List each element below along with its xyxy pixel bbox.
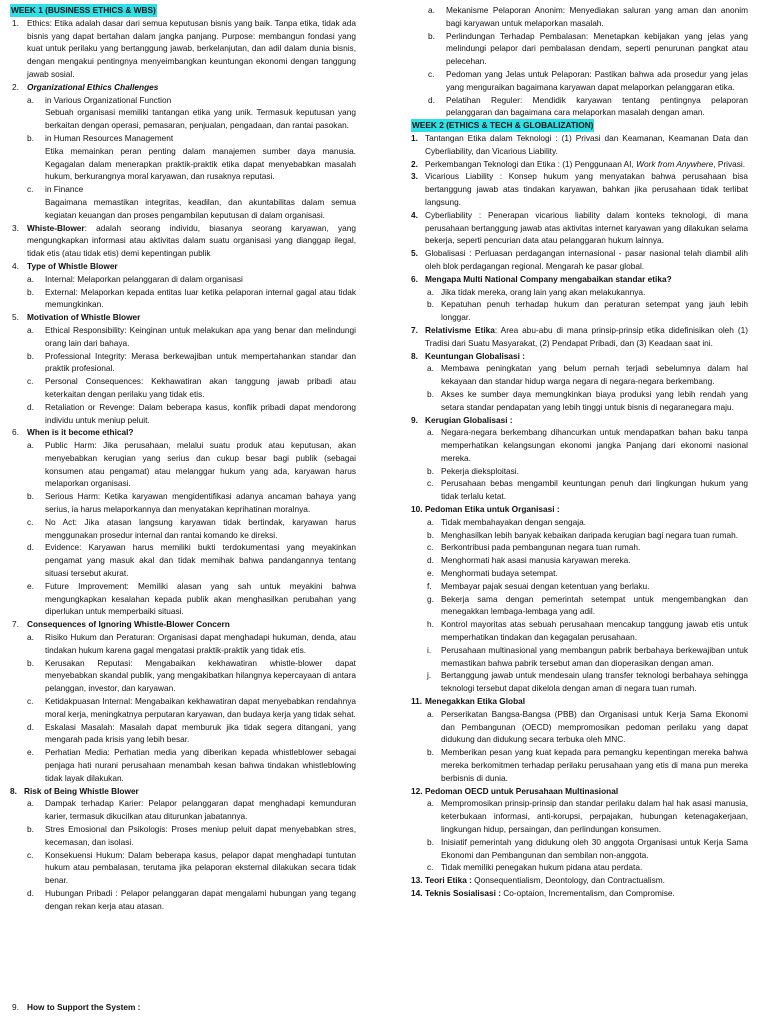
section-teori-etika: 13. Teori Etika : Qonsequentialism, Deontology, dan Contractualism. [411,875,665,886]
list-item: c. in Finance [27,184,84,195]
list-item: g. Bekerja sama dengan pemerintah setempat untuk mengembangkan dan menegakkan lembaga-lembaga yang adil. [427,593,748,617]
list-item: c. Ketidakpuasan Internal: Mengabaikan kekhawatiran dapat menyebabkan rendahnya moral kerja, meningkatnya perputaran karyawan, dan budaya kerja yang tidak sehat. [27,696,356,719]
right-column [411,4,748,900]
list-item: c. Konsekuensi Hukum: Dalam beberapa kasus, pelapor dapat menghadapi tuntutan hukum atau pembalasan, terutama jika pelaporan eksternal dilakukan secara tidak benar. [27,849,356,886]
section-vicarious-liability: 3. Vicarious Liability : Konsep hukum yang menyatakan bahwa perusahaan bisa bertanggung jawab atas tindakan karyawan, bahkan jika perusahaan tidak terlibat langsung. [411,171,748,207]
list-item: b. Kepatuhan penuh terhadap hukum dan peraturan setempat yang jauh lebih longgar. [427,299,748,323]
section-support-system: 9. How to Support the System : [12,1002,141,1012]
list-item: a. in Various Organizational Function [27,94,172,105]
list-item: d. Hubungan Pribadi : Pelapor pelanggaran dapat mengalami hubungan yang tegang dengan rekan kerja atau atasan. [27,887,356,911]
list-item: b. Akses ke sumber daya memungkinkan biaya produksi yang lebih rendah yang setara standar pendapatan yang lebih tinggi untuk bisnis di negaranegara maju. [427,388,748,412]
list-item: d. Pelatihan Reguler: Mendidik karyawan tentang pentingnya pelaporan pelanggaran dan bagaimana cara melaporkan masalah dengan aman. [428,94,748,118]
list-item: d. Evidence: Karyawan harus memiliki bukti terdokumentasi yang meyakinkan pengamat yang masuk akal dan tidak memihak bahwa pandangannya tentang situasi tersebut akurat. [27,542,356,579]
list-item: a. Negara-negara berkembang dihancurkan untuk mendapatkan bahan baku tanpa memperhatikan kelangsungan ekonomi jangka Panjang dari ekonomi nasional mereka. [427,427,748,463]
list-item: b. Memberikan pesan yang kuat kepada para pemangku kepentingan mereka bahwa mereka berkomitmen terhadap perilaku perusahaan yang etis di mana pun mereka berbisnis di dunia. [427,747,748,783]
section-consequences: 7. Consequences of Ignoring Whistle-Blower Concern [12,619,230,630]
list-item: a. Dampak terhadap Karier: Pelapor pelanggaran dapat menghadapi kemunduran karier, termasuk dikucilkan atau diturunkan jabatannya. [27,798,356,822]
list-item: b. Pekerja dieksploitasi. [427,465,519,476]
section-type-of-whistle-blower: 4. Type of Whistle Blower [12,260,118,271]
week2-heading: WEEK 2 (ETHICS & TECH & GLOBALIZATION) [412,120,594,131]
list-item: b. Serious Harm: Ketika karyawan mengidentifikasi adanya ancaman bahaya yang serius, ia harus melaporkannya dan menyatakan keprihatinan moralnya. [27,491,356,515]
list-item: d. Eskalasi Masalah: Masalah dapat memburuk jika tidak segera ditangani, yang mengarah pada krisis yang lebih besar. [27,721,356,745]
section-pedoman-oecd: 12. Pedoman OECD untuk Perusahaan Multinasional [411,785,619,796]
list-item: a. Internal: Melaporkan pelanggaran di dalam organisasi [27,273,243,284]
list-item: j. Bertanggung jawab untuk mendesain ulang transfer teknologi berbahaya sehingga teknologi tersebut dapat dikelola dengan aman di negara tuan rumah. [427,670,748,694]
list-item: b. Menghasilkan lebih banyak kebaikan daripada kerugian bagi negara tuan rumah. [427,529,739,540]
section-organizational-ethics: 2. Organizational Ethics Challenges [12,81,159,92]
list-item: a. Mempromosikan prinsip-prinsip dan standar perilaku dalam hal hak asasi manusia, keterbukaan informasi, anti-korupsi, perpajakan, hubungan ketenagakerjaan, lingkungan hidup, persaingan, dan perlindungan konsumen. [427,798,748,834]
list-item: e. Menghormati budaya setempat. [427,568,558,579]
list-item: a. Jika tidak mereka, orang lain yang akan melakukannya. [427,286,646,297]
paragraph: Bagaimana memastikan integritas, keadilan, dan akuntabilitas dalam semua kegiatan keuangan dan proses pengambilan keputusan di dalam organisasi. [45,196,356,220]
list-item: b. in Human Resources Management [27,132,174,143]
list-item: c. Pedoman yang Jelas untuk Pelaporan: Pastikan bahwa ada prosedur yang jelas yang menguraikan bagaimana karyawan dapat melaporkan pelanggaran etika. [428,68,748,92]
section-relativisme: 7. Relativisme Etika: Area abu-abu di mana prinsip-prinsip etika didefinisikan oleh (1) Tradisi dari Suatu Masyarakat, (2) Pendapat Pribadi, dan (3) Keadaan saat ini. [411,324,748,348]
list-item: e. Future Improvement: Memiliki alasan yang sah untuk meyakini bahwa mengungkapkan kesalahan kepada publik akan menghasilkan perubahan yang diperlukan untuk memperbaiki situasi. [27,580,356,617]
section-keuntungan: 8. Keuntungan Globalisasi : [411,350,526,361]
section-mnc: 6. Mengapa Multi National Company mengabaikan standar etika? [411,273,672,284]
list-item: a. Perserikatan Bangsa-Bangsa (PBB) dan Organisasi untuk Kerja Sama Ekonomi dan Pembangunan (OECD) mempromosikan pedoman perilaku yang dapat didukung dan didukung secara terbuka oleh MNC. [427,708,748,745]
left-column [10,4,356,913]
section-whistle-blower: 3. Whiste-Blower: adalah seorang individu, biasanya seorang karyawan, yang mengungkapkan informasi atau aktivitas dalam suatu organisasi yang dianggap ilegal, tidak etis (atau tidak etis) demi kepentingan publik [12,222,356,259]
section-risk: 8. Risk of Being Whistle Blower [10,785,139,796]
list-item: b. External: Melaporkan kepada entitas luar ketika pelaporan internal gagal atau tidak memungkinkan. [27,286,356,310]
list-item: a. Membawa peningkatan yang belum pernah terjadi sebelumnya dalam hal kekayaan dan standar hidup warga negara di negara-negara berkembang. [427,363,748,387]
list-item: a. Mekanisme Pelaporan Anonim: Menyediakan saluran yang aman dan anonim bagi karyawan untuk melaporkan masalah. [428,5,748,28]
section-menegakkan-etika: 11. Menegakkan Etika Global [411,696,526,707]
list-item: d. Menghormati hak asasi manusia karyawan mereka. [427,555,631,566]
paragraph: Etika memainkan peran penting dalam manajemen sumber daya manusia. Kegagalan dalam menerapkan praktik-praktik etika dapat menyebabkan masalah hukum, berkurangnya moral karyawan, dan rusaknya reputasi. [45,145,356,182]
paragraph: Sebuah organisasi memiliki tantangan etika yang unik. Termasuk keputusan yang berkaitan dengan operasi, pemasaran, penjualan, pengadaan, dan rantai pasokan. [45,107,356,131]
section-tech-development: 2. Perkembangan Teknologi dan Etika : (1) Penggunaan AI, Work from Anywhere, Privasi. [411,158,746,169]
list-item: c. Berkontribusi pada pembangunan negara tuan rumah. [427,542,641,553]
section-when-ethical: 6. When is it become ethical? [12,427,134,438]
list-item: b. Kerusakan Reputasi: Mengabaikan kekhawatiran whistle-blower dapat menyebabkan skandal publik, yang mengakibatkan hilangnya kepercayaan di antara pelanggan, investor, dan karyawan. [27,657,356,694]
list-item: d. Retaliation or Revenge: Dalam beberapa kasus, konflik pribadi dapat mendorong individu untuk meniup peluit. [27,401,356,425]
list-item: c. Personal Consequences: Kekhawatiran akan tanggung jawab pribadi atau keterkaitan dengan perilaku yang tidak etis. [27,376,356,399]
list-item: f. Membayar pajak sesuai dengan ketentuan yang berlaku. [427,580,650,591]
section-tech-challenges: 1. Tantangan Etika dalam Teknologi : (1) Privasi dan Keamanan, Keamanan Data dan Cyberliability, dan Vicarious Liability. [411,132,748,156]
section-kerugian: 9. Kerugian Globalisasi : [411,414,513,425]
section-ethics: 1. Ethics: Etika adalah dasar dari semua keputusan bisnis yang baik. Tanpa etika, tidak ada bisnis yang dapat bertahan dalam jangka panjang. Purpose: membangun fondasi yang kuat untuk perilaku yang bertanggung jawab, berkelanjutan, dan adil dalam dunia bisnis, dengan mengakui pentingnya menyeimbangkan keuntungan ekonomi dengan tanggung jawab sosial. [12,17,356,79]
list-item: i. Perusahaan multinasional yang membangun pabrik berbahaya berkewajiban untuk memastikan bahwa pabrik tersebut aman dan dioperasikan dengan aman. [427,644,748,668]
section-cyberliability: 4. Cyberliability : Penerapan vicarious liability dalam konteks teknologi, di mana perusahaan bertanggung jawab atas aktivitas internet karyawan yang dilakukan selama bekerja, seperti pencurian data atau pelanggaran hukum lainnya. [411,209,748,246]
list-item: a. Risiko Hukum dan Peraturan: Organisasi dapat menghadapi hukuman, denda, atau tindakan hukum karena gagal mengatasi praktik-praktik yang tidak etis. [27,632,356,655]
section-motivation: 5. Motivation of Whistle Blower [12,312,141,323]
list-item: a. Ethical Responsibility: Keinginan untuk melakukan apa yang benar dan melindungi orang lain dari bahaya. [27,324,356,348]
list-item: b. Stres Emosional dan Psikologis: Proses meniup peluit dapat menyebabkan stres, kecemasan, dan isolasi. [27,824,356,847]
list-item: c. Tidak memiliki penegakan hukum pidana atau perdata. [427,862,643,873]
list-item: b. Inisiatif pemerintah yang didukung oleh 30 anggota Organisasi untuk Kerja Sama Ekonomi dan Pembangunan dan sembilan non-anggota. [427,836,748,860]
list-item: c. No Act: Jika atasan langsung karyawan tidak bertindak, karyawan harus menggunakan prosedur internal dan rantai komando ke direksi. [27,516,356,540]
list-item: b. Perlindungan Terhadap Pembalasan: Menetapkan kebijakan yang jelas yang melindungi pelapor dari pembalasan dendam, seperti penurunan pangkat atau pelecehan. [428,30,748,67]
list-item: h. Kontrol mayoritas atas sebuah perusahaan mencakup tanggung jawab etis untuk memperhatikan tindakan dan kegagalan perusahaan. [427,619,748,643]
section-globalisasi: 5. Globalisasi : Perluasan perdagangan internasional - pasar nasional telah diambil alih oleh blok perdagangan regional. Mengarah ke pasar global. [411,248,748,271]
section-pedoman-etika: 10. Pedoman Etika untuk Organisasi : [411,504,560,515]
list-item: a. Public Harm: Jika perusahaan, melalui suatu produk atau keputusan, akan menyebabkan kerugian yang serius dan cukup besar bagi publik (sebagai konsumen atau pengamat) atau melanggar hukum yang ada, karyawan harus melaporkan organisasi. [27,440,356,489]
list-item: a. Tidak membahayakan dengan sengaja. [427,516,586,527]
section-teknis-sosialisasi: 14. Teknis Sosialisasi : Co-optaion, Incrementalism, dan Compromise. [411,887,675,898]
list-item: e. Perhatian Media: Perhatian media yang diberikan kepada whistleblower sebagai penjaga hati nurani perusahaan menambah kesan bahwa tindakan whistleblowing tidak layak dilakukan. [27,747,356,783]
week1-heading: WEEK 1 (BUSINESS ETHICS & WBS) [11,5,156,15]
list-item: b. Professional Integrity: Merasa berkewajiban untuk mempertahankan standar dan praktik profesional. [27,350,356,374]
list-item: c. Perusahaan bebas mengambil keuntungan penuh dari lingkungan hukum yang tidak terlalu ketat. [427,478,748,502]
